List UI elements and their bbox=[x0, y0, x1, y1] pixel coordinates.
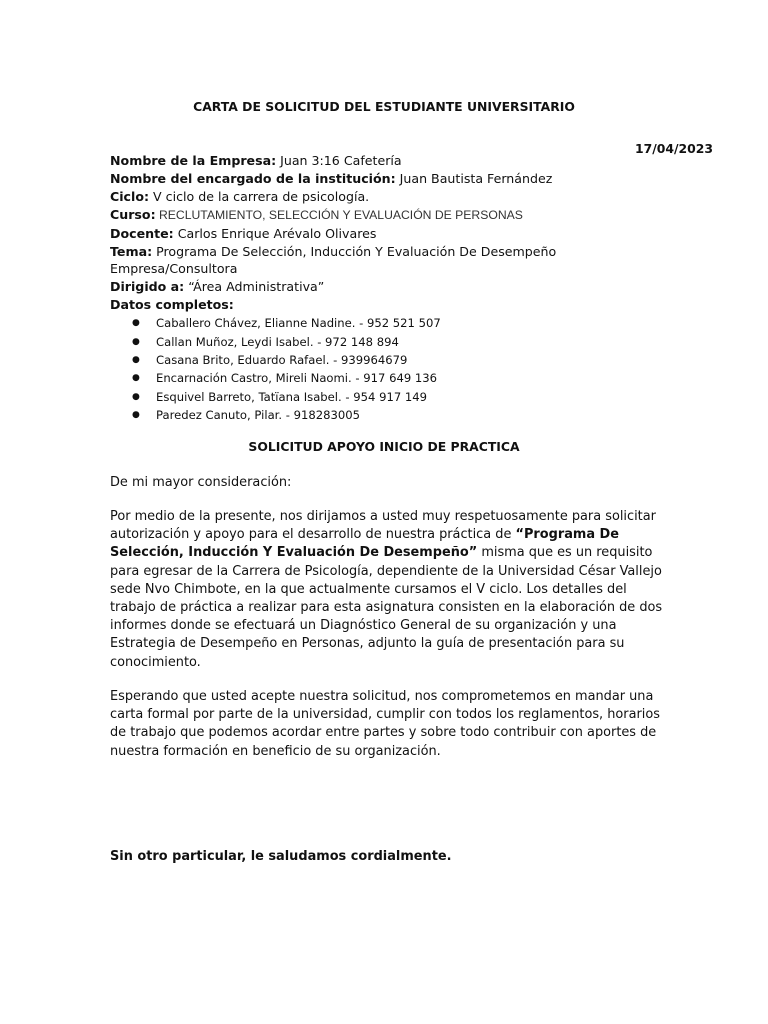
ciclo-label: Ciclo: bbox=[110, 188, 150, 204]
docente-value: Carlos Enrique Arévalo Olivares bbox=[173, 225, 377, 241]
dirigido-row bbox=[110, 278, 670, 296]
student-entry: Caballero Chávez, Elianne Nadine. - 952 521 507 bbox=[156, 316, 441, 331]
datos-label: Datos completos: bbox=[110, 297, 234, 313]
letter-date: 17/04/2023 bbox=[634, 141, 713, 156]
bullet-icon: ● bbox=[132, 391, 140, 402]
curso-value: RECLUTAMIENTO, SELECCIÓN Y EVALUACIÓN DE PERSONAS bbox=[155, 207, 523, 222]
dirigido-value: “Área Administrativa” bbox=[184, 279, 325, 295]
encargado-label: Nombre del encargado de la institución: bbox=[110, 170, 396, 186]
ciclo-value: V ciclo de la carrera de psicología. bbox=[149, 188, 370, 204]
bullet-icon: ● bbox=[132, 354, 140, 365]
info-block bbox=[110, 152, 670, 425]
tema-row-cont bbox=[110, 260, 670, 278]
empresa-value: Juan 3:16 Cafetería bbox=[276, 153, 402, 168]
student-list bbox=[110, 314, 670, 424]
bullet-icon: ● bbox=[132, 410, 140, 421]
dirigido-label: Dirigido a: bbox=[110, 279, 185, 295]
empresa-label: Nombre de la Empresa: bbox=[110, 153, 277, 168]
bullet-icon: ● bbox=[132, 373, 140, 384]
empresa-row bbox=[110, 152, 670, 170]
student-entry: Encarnación Castro, Mireli Naomi. - 917 649 136 bbox=[156, 371, 438, 386]
encargado-row bbox=[110, 170, 670, 188]
bullet-icon: ● bbox=[132, 318, 140, 329]
student-entry: Esquivel Barreto, Tatïana Isabel. - 954 917 149 bbox=[156, 389, 428, 404]
closing-line: Sin otro particular, le saludamos cordialmente. bbox=[110, 849, 452, 864]
curso-row bbox=[110, 206, 670, 225]
body-paragraph-1 bbox=[110, 508, 670, 672]
tema-value: Programa De Selección, Inducción Y Evaluación De Desempeño bbox=[152, 243, 557, 259]
docente-label: Docente: bbox=[110, 225, 174, 241]
list-item bbox=[110, 406, 670, 424]
paragraph-1-intro: Por medio de la presente, nos dirijamos a usted muy respetuosamente para solicitar autorización y apoyo para el desarrollo de nuestra práctica de bbox=[110, 509, 656, 543]
student-entry: Callan Muñoz, Leydi Isabel. - 972 148 894 bbox=[156, 334, 399, 349]
student-entry: Paredez Canuto, Pilar. - 918283005 bbox=[156, 408, 360, 423]
list-item bbox=[110, 388, 670, 406]
greeting: De mi mayor consideración: bbox=[110, 475, 292, 490]
list-item bbox=[110, 333, 670, 351]
docente-row bbox=[110, 225, 670, 243]
bullet-icon: ● bbox=[132, 336, 140, 347]
tema-value-cont: Empresa/Consultora bbox=[110, 261, 238, 277]
datos-row bbox=[110, 296, 670, 314]
section-subtitle: SOLICITUD APOYO INICIO DE PRACTICA bbox=[248, 439, 520, 454]
program-title: “Programa De Selección, Inducción Y Evaluación De Desempeño” bbox=[110, 527, 619, 561]
curso-label: Curso: bbox=[110, 206, 156, 222]
letter-title: CARTA DE SOLICITUD DEL ESTUDIANTE UNIVERSITARIO bbox=[193, 99, 575, 114]
paragraph-1-rest: misma que es un requisito para egresar de la Carrera de Psicología, dependiente de la Universidad César Vallejo sede Nvo Chimbote, en la que actualmente cursamos el V ciclo. Los detalles del trabajo de práctica a realizar para esta asignatura consisten en la elaboración de dos informes donde se efectuará un Diagnóstico General de su organización y una Estrategia de Desempeño en Personas, adjunto la guía de presentación para su conocimiento. bbox=[110, 545, 663, 670]
list-item bbox=[110, 314, 670, 332]
body-paragraph-2: Esperando que usted acepte nuestra solicitud, nos comprometemos en mandar una carta formal por parte de la universidad, cumplir con todos los reglamentos, horarios de trabajo que podemos acordar entre partes y sobre todo contribuir con aportes de nuestra formación en beneficio de su organización. bbox=[110, 689, 660, 759]
student-entry: Casana Brito, Eduardo Rafael. - 939964679 bbox=[156, 352, 408, 367]
tema-label: Tema: bbox=[110, 243, 153, 259]
list-item bbox=[110, 369, 670, 387]
encargado-value: Juan Bautista Fernández bbox=[395, 170, 553, 186]
tema-row bbox=[110, 243, 670, 261]
ciclo-row bbox=[110, 188, 670, 206]
list-item bbox=[110, 351, 670, 369]
